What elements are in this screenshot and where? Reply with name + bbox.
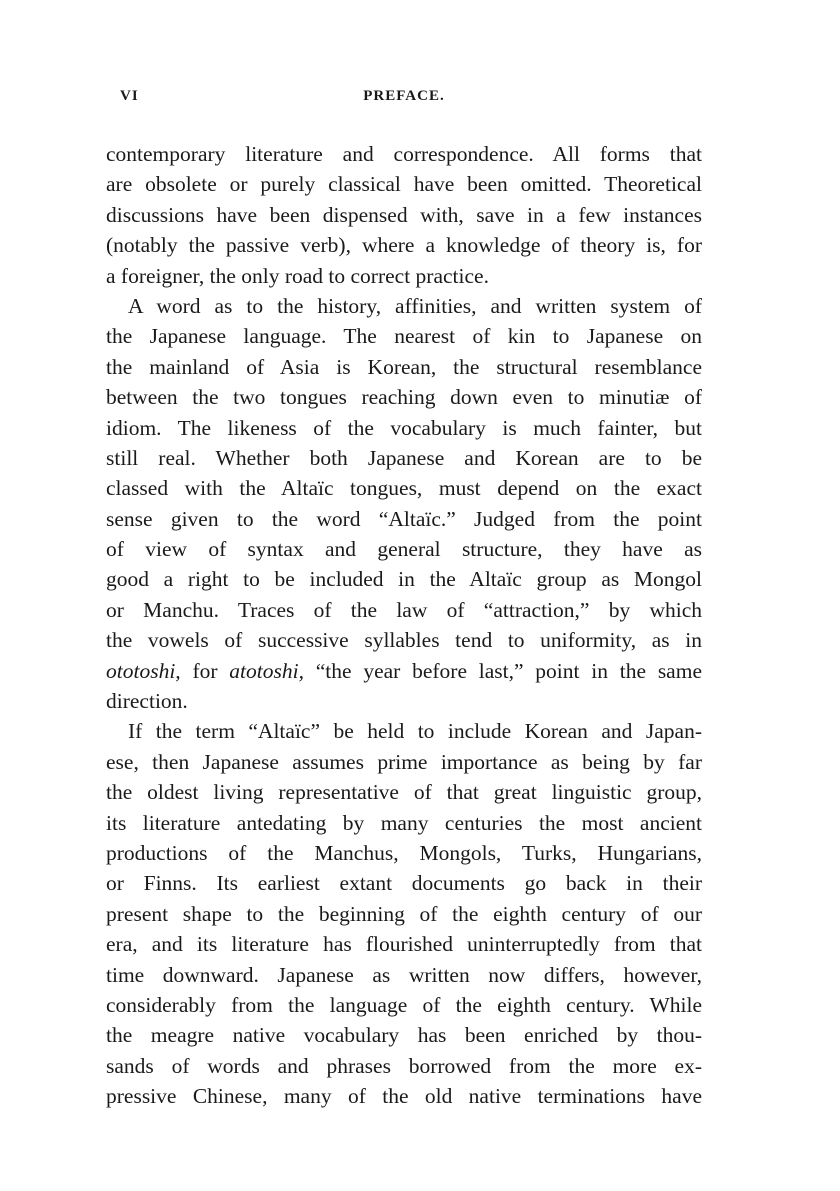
text-line: a foreigner, the only road to correct practice. <box>106 263 489 288</box>
text-line: are obsolete or purely classical have been omitted. Theoretical <box>106 172 702 197</box>
text-line: contemporary literature and correspondence. All forms that <box>106 142 702 166</box>
text-line: or Manchu. Traces of the law of “attraction,” by which <box>106 597 702 622</box>
text-line: or Finns. Its earliest extant documents go back in their <box>106 871 702 896</box>
running-head <box>106 88 702 110</box>
text-line: classed with the Altaïc tongues, must depend on the exact <box>106 476 702 501</box>
text-line: considerably from the language of the eighth century. While <box>106 992 702 1017</box>
preface-text <box>106 139 702 1112</box>
running-title: PREFACE. <box>363 88 445 104</box>
text-line: pressive Chinese, many of the old native terminations have <box>106 1084 702 1109</box>
text-line: (notably the passive verb), where a knowledge of theory is, for <box>106 233 702 258</box>
text-fragment: for <box>180 658 230 683</box>
italic-word: atotoshi, <box>229 658 304 683</box>
text-line: era, and its literature has flourished uninterruptedly from that <box>106 932 702 957</box>
text-line: direction. <box>106 689 188 714</box>
text-line: time downward. Japanese as written now differs, however, <box>106 962 702 987</box>
text-line: of view of syntax and general structure, they have as <box>106 537 702 562</box>
text-line: sense given to the word “Altaïc.” Judged from the point <box>106 506 702 531</box>
text-line-italic-example <box>106 656 702 686</box>
text-line: between the two tongues reaching down even to minutiæ of <box>106 385 702 410</box>
text-line: the oldest living representative of that great linguistic group, <box>106 780 702 805</box>
text-line: A word as to the history, affinities, and written system of <box>128 293 702 318</box>
text-line: the mainland of Asia is Korean, the structural resemblance <box>106 354 702 379</box>
text-line: If the term “Altaïc” be held to include Korean and Japan- <box>128 719 702 744</box>
text-line: idiom. The likeness of the vocabulary is much fainter, but <box>106 415 702 440</box>
text-fragment: “the year before last,” point in the same <box>303 658 702 683</box>
text-line: sands of words and phrases borrowed from the more ex- <box>106 1053 702 1078</box>
text-line: the meagre native vocabulary has been enriched by thou- <box>106 1023 702 1048</box>
text-line: productions of the Manchus, Mongols, Turks, Hungarians, <box>106 840 702 865</box>
text-line: good a right to be included in the Altaïc group as Mongol <box>106 567 702 592</box>
text-line: the Japanese language. The nearest of kin to Japanese on <box>106 324 702 349</box>
text-line: present shape to the beginning of the eighth century of our <box>106 901 702 926</box>
text-line: discussions have been dispensed with, save in a few instances <box>106 202 702 227</box>
page-number: VI <box>120 88 139 104</box>
text-line: its literature antedating by many centuries the most ancient <box>106 810 702 835</box>
text-line: the vowels of successive syllables tend to uniformity, as in <box>106 628 702 653</box>
text-line: ese, then Japanese assumes prime importance as being by far <box>106 749 702 774</box>
text-line: still real. Whether both Japanese and Korean are to be <box>106 445 702 470</box>
italic-word: ototoshi, <box>106 658 181 683</box>
